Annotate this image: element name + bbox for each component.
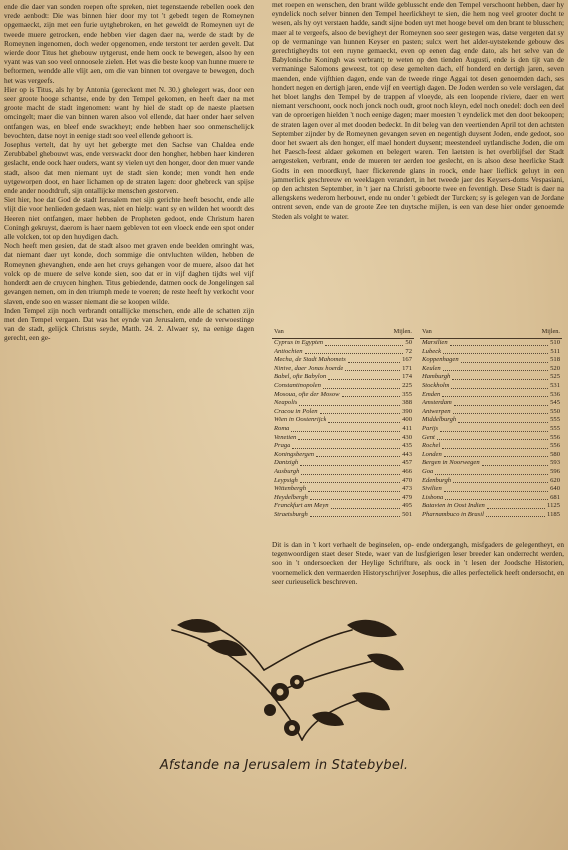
left-paragraph-4: Siet hier, hoe dat God de stadt Ierusalem met sijn gerichte heeft besocht, ende alle vlijt die voor henlieden gedaen was, niet en hielp: want sy en wilden het woordt des Heeren niet ontfangen, maer hebben de Propheten gedoot, ende Christum haren Coningh gekruyst, daerom is haer naem gebleven tot een vloeck ende een spot onder alle volcken, tot op den huydigen dach. [4,195,254,242]
city-name: Cracou in Polen [274,407,318,415]
distance-miles: 593 [550,459,560,467]
dot-leader [454,399,548,406]
table-row [420,502,562,511]
distance-miles: 479 [402,493,412,501]
distance-miles: 443 [402,450,412,458]
dot-leader [453,408,549,415]
city-name: Koppenhagen [422,356,459,364]
dot-leader [300,477,400,484]
distance-miles: 550 [550,407,560,415]
city-name: Gent [422,433,435,441]
table-row [272,511,414,520]
right-paragraph-1: met roepen en wenschen, den brant wilde geblusscht ende den Tempel verschoont hebben, daer hy eyndelick noch selver binnen den Tempel heerlickheyt te sien, die hem nog veel grooter docht te wesen, als hy oyt verstaen hadde, sandt sijne boden uyt met hooge bevel om den brant te blusschen; maer al te vergeefs, alsoo de bevigheyt der Romeynen soo seer gestegen was, datse vergeten dat sy op de vermaninge van hunnen Keyser en pasten; sulcx wert het alder-uytstekende gebouw des gerechtigheydts tot een ruyne gemaeckt, even op eenen dag ende dato, als het selve van de Babylonische Koningh was verbrant; te weten op den tienden Augusti, ende is den tijt van de vermaninge Salomons geweest, tot op dese gemelten dach, elf honderd en dertigh jaren, seven maenden, ende vijfthien dagen, ende van de tweede ringe Aggai tot desen genoemden dach, ses hondert negen en dertigh jaren, ende vijf en veertigh dagen. De Joden werden so vele verslagen, dat het bloet langhs den Tempel by de trappen af vloeyde, als een loopende riviere, daer en wert niemant verschoont, oock noch jonck noch oudt, groot noch kleyn, edel noch onedel: doch een deel van de oproerigen hielden 't noch eenige dagen; maer moesten 't eyndelick met den doot bekoopen; de straten lagen over al met dooden bedeckt. In dit beleg van den veertienden April tot den achtsten September zijnder by de Romeynen gevangen seven en negentigh duysent Joden, ende gedoot, soo door het swaert als den honger, elf mael hondert duysent; meestendeel uytlandische Joden, die om het Paesch-feest aldaer gekomen en belegert waren. Ten laetsten is het overblijfsel der Stadt aengesteken, verbrant, ende de mueren ter aerden toe geslecht, en is alsoo dese heerlicke Stadt Godts in een moordkuyl, haer flickerende glans in roock, ende haer lieflick geluyt in een jammerlick geschreeuw en weeklagen verandert, in het tweede jaer des Keysers-doms Vespasiani, op den achtsten September, in 't jaer na Christi geboorte twee en feventigh. Dese Stadt is daer na allengskens wederom herbouwt, ende nu onder 't gebiedt der Turcken; sy is gelegen van de Jordane ontrent seven, ende van de groote Zee ten duytsche mijlen, is een van dese hier onder genoemde Steden als volght te water. [272,0,564,221]
dot-leader [450,339,548,346]
city-name: Babel, ofte Babylon [274,373,327,381]
header-van: Van [422,328,432,335]
table-row [272,434,414,443]
distance-miles: 556 [550,442,560,450]
table-row [420,425,562,434]
distance-table-right [420,328,562,519]
table-row [272,494,414,503]
left-text-column [4,2,254,590]
table-row [420,485,562,494]
distance-miles: 520 [550,364,560,372]
table-row [272,382,414,391]
table-row [420,391,562,400]
dot-leader [444,451,548,458]
table-row [420,399,562,408]
dot-leader [435,468,548,475]
city-name: Rochel [422,442,441,450]
table-row [420,416,562,425]
city-name: Straetsburgh [274,510,308,518]
city-name: Koningsbergen [274,450,315,458]
table-header [272,328,414,339]
dot-leader [442,442,548,449]
table-row [420,365,562,374]
table-row [420,373,562,382]
dot-leader [292,442,400,449]
city-name: Hamburgh [422,373,451,381]
distance-miles: 1125 [547,502,560,510]
dot-leader [300,459,400,466]
table-row [272,399,414,408]
table-row [420,348,562,357]
city-name: Stockholm [422,381,450,389]
city-name: Wien in Oostenrijck [274,416,327,424]
dot-leader [308,485,400,492]
distance-miles: 457 [402,459,412,467]
dot-leader [486,511,545,518]
city-name: Roma [274,424,290,432]
city-name: Dantzigh [274,459,299,467]
city-name: Pharnambuco in Brasil [422,510,484,518]
city-name: Goa [422,467,434,475]
table-row [420,356,562,365]
dot-leader [299,399,400,406]
distance-miles: 545 [550,399,560,407]
city-name: Cyprus in Egypten [274,339,324,346]
floral-vignette-icon [152,600,414,750]
city-name: Venetien [274,433,297,441]
distance-miles: 400 [402,416,412,424]
city-name: Heydelbergh [274,493,308,501]
city-name: Londen [422,450,442,458]
distance-miles: 470 [402,476,412,484]
table-row [272,468,414,477]
dot-leader [342,391,401,398]
table-row [272,477,414,486]
table-row [420,408,562,417]
city-name: Leypsigh [274,476,298,484]
table-row [272,348,414,357]
left-paragraph-1: ende die daer van sonden roepen ofte spreken, niet tegenstaende rebellen ooek den vrede aenbodt: Die was binnen hier door my tot 't gebedt tegen de Romeynen opgemaeckt, zijn met een furie uytghebroken, en het geweldt de Romeynen uyt de tweede muere getrocken, ende hebben vier dagen daer na, werde de stadt by de Romeynen ingenomen, doch weder opgenomen, ende terstont ter aerden gevelt. Dat wierde door Titus het ghebouw uytgerust, ende hem oock te bewegen, alsoo hy een vyant was van soo veel onnoosele zielen. Het was die beste koop van hunne muere te beftormen, wendde alle vlijt aen, om die van binnen tot overgave te bewegen, doch het was vergeefs. [4,2,254,85]
dot-leader [442,391,548,398]
dot-leader [348,356,400,363]
dot-leader [453,477,548,484]
city-name: Parijs [422,424,439,432]
distance-miles: 225 [402,381,412,389]
left-paragraph-6: Inden Tempel zijn noch verbrandt ontallijcke menschen, ende alle de schatten zijn met den Tempel vergaen. Dat was het eynde van Jerusalem, ende de verwoestinge van de stadt, gelijck Christus seyde, Matth. 24. 2. Alwaer sy, na eenige dagen gerecht, een ge- [4,305,254,343]
table-row [420,511,562,520]
distance-miles: 473 [402,485,412,493]
distance-miles: 555 [550,424,560,432]
header-mijlen: Mijlen. [393,328,412,335]
distance-miles: 390 [402,407,412,415]
city-name: Praga [274,442,291,450]
distance-miles: 174 [402,373,412,381]
city-name: Constantinopolen [274,381,321,389]
dot-leader [443,348,548,355]
table-row [420,339,562,348]
dot-leader [440,425,548,432]
table-row [272,365,414,374]
distance-miles: 430 [402,433,412,441]
dot-leader [323,382,400,389]
dot-leader [452,373,548,380]
distance-miles: 72 [405,347,412,355]
distance-miles: 435 [402,442,412,450]
city-name: Franckfurt am Meyn [274,502,329,510]
dot-leader [458,416,548,423]
table-row [420,468,562,477]
dot-leader [325,339,403,346]
city-name: Wittenbergh [274,485,306,493]
left-paragraph-3: Josephus vertelt, dat hy uyt het gebergte met den Sachse van Chaldea ende Zerubbabel ghebouwt was, ende verswackt door den hongher, hebben haer kinderen geslacht, ende oock haer ouders, want sy vielen uyt den honger, door den muer vande stadt, alsoo dat men niemant uyt de stadt sien konde; men vondt hen ende uytgeworpen doot, en haer lichamen op de straten lagen: door ghebreck van spijse ende ander noodtdruft, sijn ontallijcke menschen gestorven. [4,140,254,196]
dot-leader [451,382,548,389]
city-name: Amsterdam [422,399,452,407]
dot-leader [328,373,400,380]
city-name: Mosoua, ofte der Mosow [274,390,340,398]
table-header [420,328,562,339]
dot-leader [328,416,400,423]
distance-miles: 466 [402,467,412,475]
city-name: Sivilien [422,485,442,493]
distance-miles: 640 [550,485,560,493]
distance-miles: 495 [402,502,412,510]
table-row [420,477,562,486]
dot-leader [461,356,548,363]
table-row [272,459,414,468]
dot-leader [437,434,548,441]
dot-leader [445,494,548,501]
city-name: Edenburgh [422,476,452,484]
dot-leader [331,502,401,509]
table-row [272,339,414,348]
distance-miles: 580 [550,450,560,458]
table-row [272,451,414,460]
distance-miles: 518 [550,356,560,364]
page-caption: Afstande na Jerusalem in Statebybel. [159,758,409,773]
dot-leader [444,485,548,492]
distance-miles: 596 [550,467,560,475]
table-row [272,373,414,382]
distance-miles: 388 [402,399,412,407]
distance-miles: 620 [550,476,560,484]
city-name: Lisbona [422,493,444,501]
city-name: Antwerpen [422,407,451,415]
header-mijlen: Mijlen. [541,328,560,335]
table-row [272,425,414,434]
dot-leader [487,502,545,509]
table-row [272,485,414,494]
table-row [272,408,414,417]
city-name: Middelburgh [422,416,457,424]
distance-miles: 681 [550,493,560,501]
distance-table-left [272,328,414,519]
left-paragraph-5: Noch heeft men gesien, dat de stadt alsoo met graven ende beelden omringht was, dat niemant daer uyt konde, doch sommige die ontvluchten wilden, hebben de Romeynen ghevanghen, ende aen het cruys gehangen voor de muere, alsoo dat het volck op de muere de selve konde sien, soo dat er in vijf daghen tijdts wel vijf honderdt aen de cruycen hinghen. Titus gebiedende, datmen oock de Jongelingen sal gevangen nemen, om in den triumph mede te voeren; de reste heeft hy verkocht voor slaven, ende soo en wasser niemant die se koopen wilde. [4,241,254,306]
distance-miles: 501 [402,510,412,518]
table-row [272,502,414,511]
city-name: Keulen [422,364,441,372]
dot-leader [443,365,548,372]
city-name: Bergen in Noorwegen [422,459,480,467]
city-name: Lubeck [422,347,442,355]
dot-leader [310,494,400,501]
dot-leader [291,425,400,432]
dot-leader [316,451,400,458]
distance-miles: 511 [550,347,560,355]
dot-leader [298,434,400,441]
table-row [420,434,562,443]
closing-paragraph [272,540,564,588]
distance-miles: 525 [550,373,560,381]
city-name: Antiochien [274,347,303,355]
table-row [420,382,562,391]
distance-miles: 536 [550,390,560,398]
distance-miles: 411 [402,424,412,432]
header-van: Van [274,328,284,335]
table-row [272,391,414,400]
dot-leader [320,408,401,415]
city-name: Mecha, de Stadt Mahomets [274,356,346,364]
city-name: Neapolis [274,399,298,407]
dot-leader [482,459,548,466]
distance-miles: 556 [550,433,560,441]
distance-miles: 171 [402,364,412,372]
distance-miles: 50 [405,339,412,346]
distance-miles: 355 [402,390,412,398]
dot-leader [345,365,400,372]
table-row [272,442,414,451]
dot-leader [310,511,400,518]
city-name: Ninive, daer Jonas hoerde [274,364,344,372]
dot-leader [301,468,400,475]
distance-miles: 510 [550,339,560,346]
table-row [420,451,562,460]
table-row [420,494,562,503]
closing-text: Dit is dan in 't kort verhaelt de beginselen, op- ende ondergangh, misfgaders de gelegentheyt, en tegenwoordigen staet deser Stede, waer van de lusfgierigen leser breeder kan onderrecht werden, soo in 't ondersoecken der Heylige Schrifture, als oock in 't lesen der Joodsche Historien, voornemelick den vermaerden Historyschrijver Josephus, die alles perfectelick heeft ondersocht, en seer curieuselick beschreven. [272,540,564,586]
distance-miles: 167 [402,356,412,364]
city-name: Batavien in Oost Indien [422,502,485,510]
table-row [272,356,414,365]
right-text-column [272,0,564,326]
dot-leader [305,348,404,355]
city-name: Emden [422,390,441,398]
distance-miles: 1185 [547,510,560,518]
left-paragraph-2: Hier op is Titus, als hy by Antonia (gereckent met N. 30.) ghelegert was, door een seer groote hooge schantse, ende by den Tempel gekomen, en heeft daer na met groote macht de stadt ingenomen: want hy hiel de stadt op de naeste plaetsen omcingelt; maer die van binnen waren alsoo vol ellende, dat haer onder haer selven ontfangen was, en bleef ende swackheyt; ende hebben haer soo onmenschelijck bevochten, datse noyt in eenige stadt soo veel ellende gehoort is. [4,84,254,140]
table-row [272,416,414,425]
table-row [420,459,562,468]
city-name: Marsilien [422,339,448,346]
distance-miles: 555 [550,416,560,424]
city-name: Ausburgh [274,467,300,475]
distance-miles: 531 [550,381,560,389]
table-row [420,442,562,451]
